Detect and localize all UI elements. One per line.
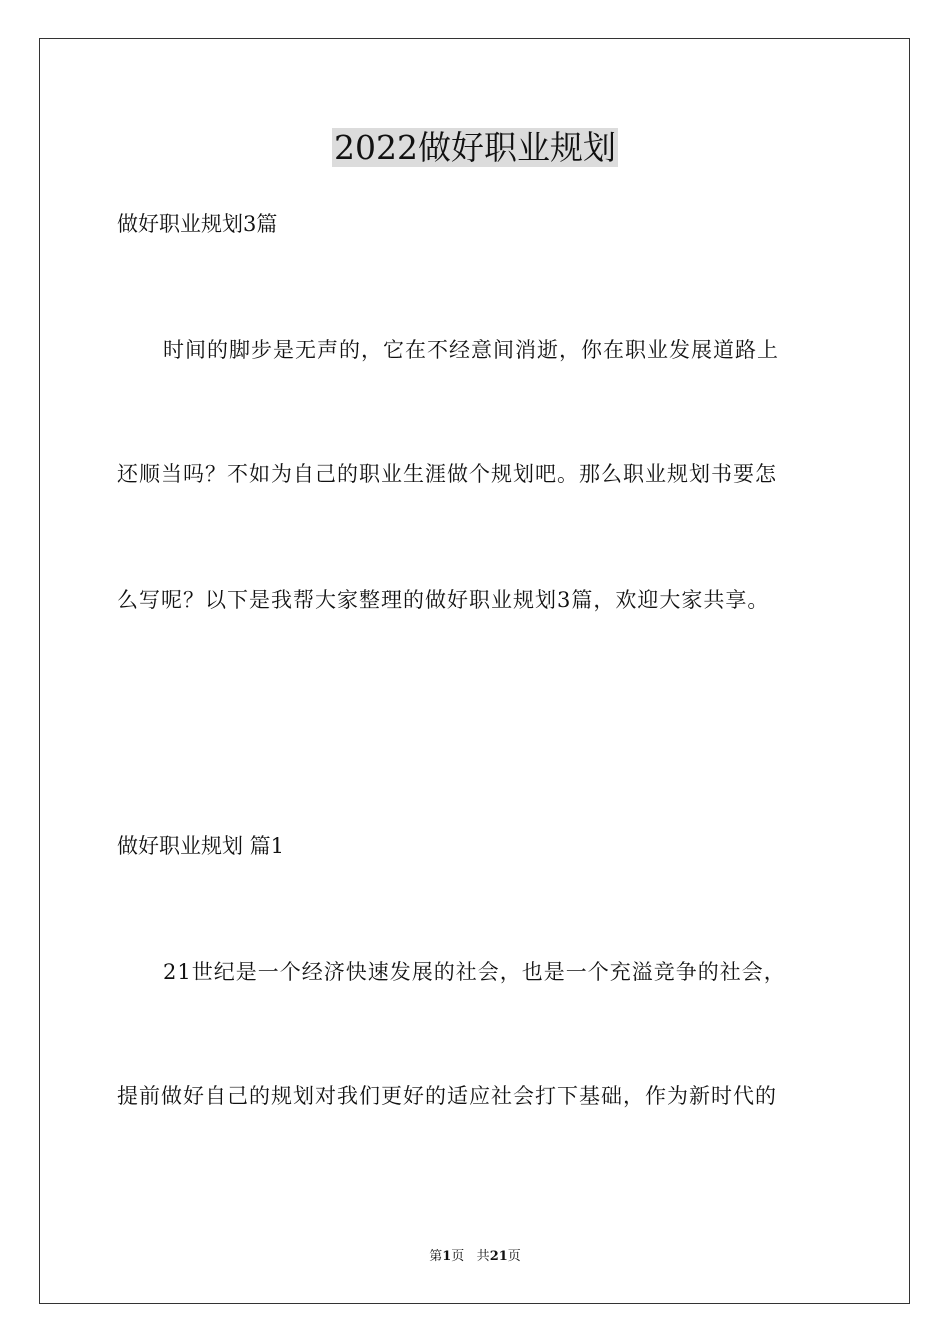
footer-current-page: 1: [442, 1249, 452, 1264]
document-title: [0, 126, 950, 170]
section-heading: 做好职业规划 篇1: [117, 834, 285, 858]
page-footer: [0, 1248, 950, 1266]
footer-total-prefix: 共: [476, 1249, 490, 1264]
section-line-2: 提前做好自己的规划对我们更好的适应社会打下基础，作为新时代的: [117, 1084, 777, 1108]
section-line-1: 21世纪是一个经济快速发展的社会，也是一个充溢竞争的社会，: [163, 960, 786, 984]
document-title-text: 2022做好职业规划: [334, 128, 616, 167]
footer-prefix: 第: [429, 1249, 443, 1264]
document-subtitle: 做好职业规划3篇: [117, 212, 278, 236]
intro-line-1: 时间的脚步是无声的，它在不经意间消逝，你在职业发展道路上: [163, 338, 779, 362]
footer-total-pages: 21: [489, 1249, 508, 1264]
footer-total-label: 页: [507, 1249, 521, 1264]
intro-line-2: 还顺当吗？不如为自己的职业生涯做个规划吧。那么职业规划书要怎: [117, 462, 777, 486]
intro-line-3: 么写呢？以下是我帮大家整理的做好职业规划3篇，欢迎大家共享。: [117, 588, 770, 612]
footer-page-label: 页: [451, 1249, 465, 1264]
